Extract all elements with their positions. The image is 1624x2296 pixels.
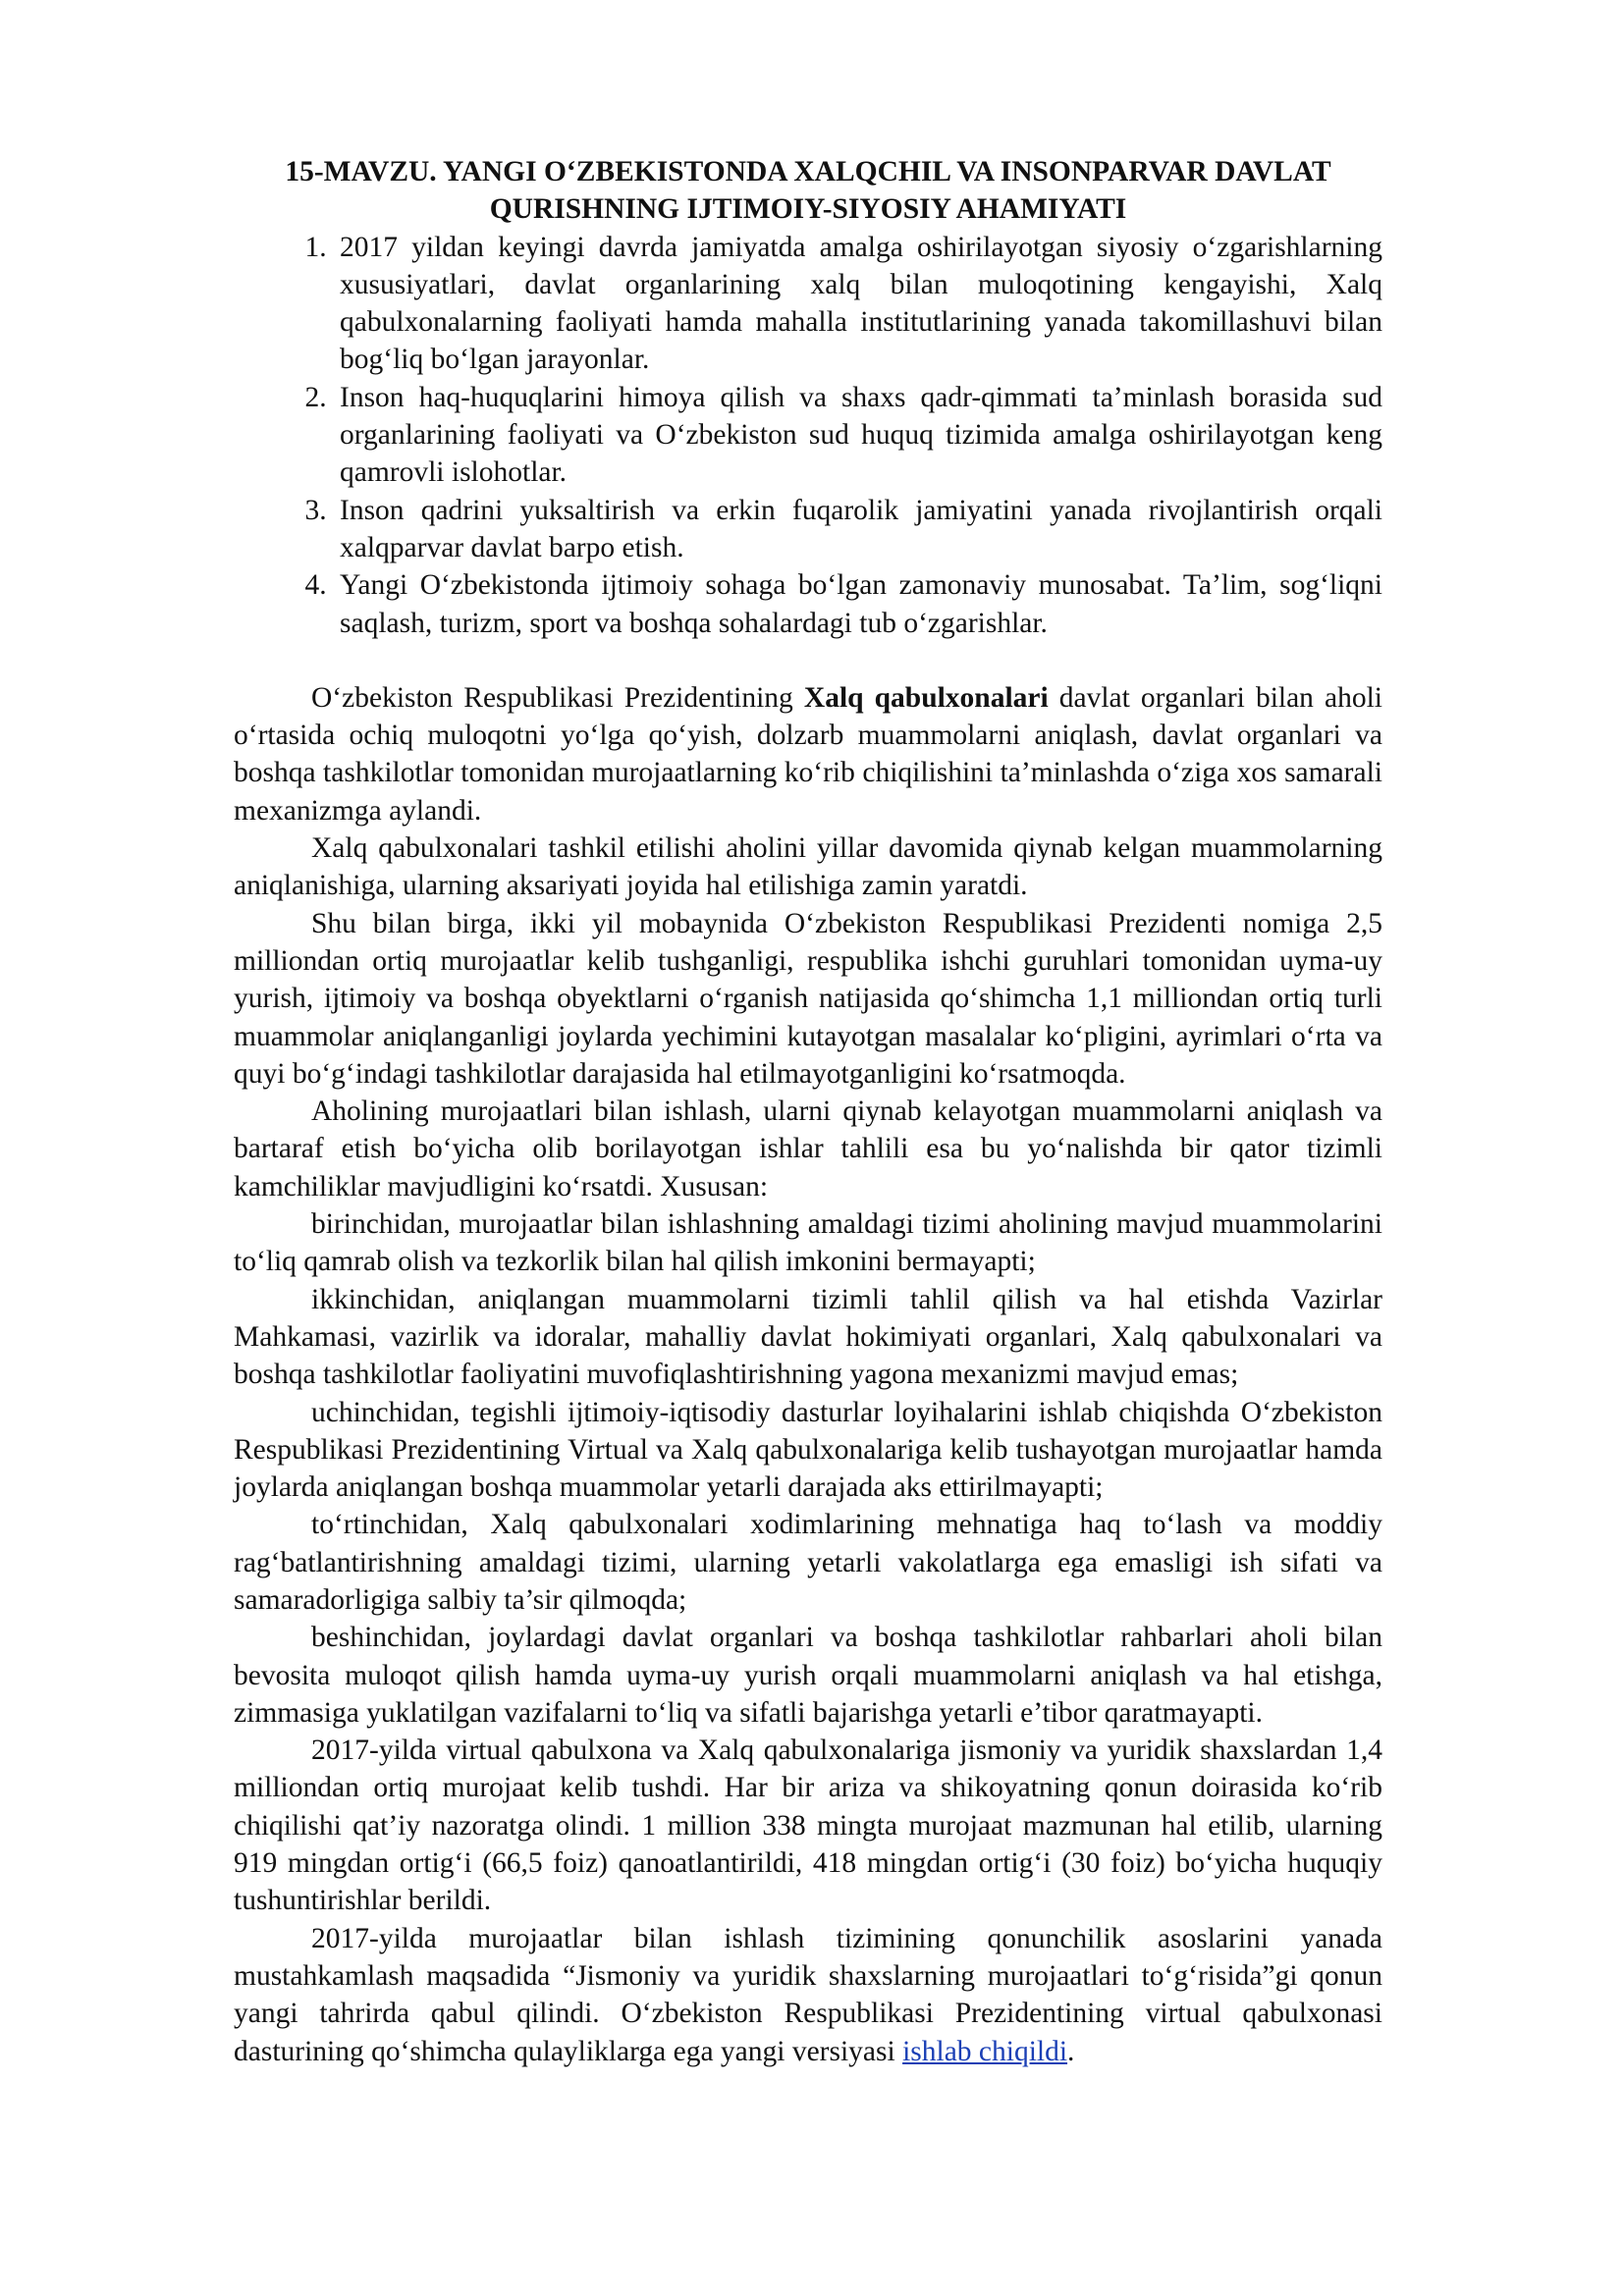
last-paragraph-end: . (1067, 2035, 1075, 2067)
topic-item-2: 2. Inson haq-huquqlarini himoya qilish va shaxs qadr-qimmati ta’minlash borasida sud organlarining faoliyati va O‘zbekiston sud huquq tizimida amalga oshirilayotgan keng qamrovli islohotlar. (334, 379, 1382, 492)
paragraph: to‘rtinchidan, Xalq qabulxonalari xodimlarining mehnatiga haq to‘lash va moddiy rag‘batlantirishning amaldagi tizimi, ularning yetarli vakolatlarga ega emasligi ish sifati va samaradorligiga salbiy ta’sir qilmoqda; (234, 1509, 1382, 1616)
intro-paragraph (234, 679, 1382, 829)
last-paragraph-text: 2017-yilda murojaatlar bilan ishlash tizimining qonunchilik asoslarini yanada mustahkamlash maqsadida “Jismoniy va yuridik shaxslarning murojaatlari to‘g‘risida”gi qonun yangi tahrirda qabul qilindi. O‘zbekiston Respublikasi Prezidentining virtual qabulxonasi dasturining qo‘shimcha qulayliklarga ega yangi versiyasi (234, 1922, 1382, 2067)
intro-text-before: O‘zbekiston Respublikasi Prezidentining (311, 681, 804, 714)
intro-bold-term: Xalq qabulxonalari (803, 681, 1049, 714)
topic-item-3: 3. Inson qadrini yuksaltirish va erkin fuqarolik jamiyatini yanada rivojlantirish orqali xalqparvar davlat barpo etish. (334, 492, 1382, 567)
paragraph: uchinchidan, tegishli ijtimoiy-iqtisodiy dasturlar loyihalarini ishlab chiqishda O‘zbekiston Respublikasi Prezidentining Virtual va Xalq qabulxonalariga kelib tushayotgan murojaatlar hamda joylarda aniqlangan boshqa muammolar yetarli darajada aks ettirilmayapti; (234, 1396, 1382, 1504)
topic-item-1: 1. 2017 yildan keyingi davrda jamiyatda amalga oshirilayotgan siyosiy o‘zgarishlarning xususiyatlari, davlat organlarining xalq bilan muloqotining kengayishi, Xalq qabulxonalarning faoliyati hamda mahalla institutlarining yanada takomillashuvi bilan bog‘liq bo‘lgan jarayonlar. (334, 229, 1382, 379)
paragraph: Shu bilan birga, ikki yil mobaynida O‘zbekiston Respublikasi Prezidenti nomiga 2,5 milliondan ortiq murojaatlar kelib tushganligi, respublika ishchi guruhlari tomonidan uyma-uy yurish, ijtimoiy va boshqa obyektlarni o‘rganish natijasida qo‘shimcha 1,1 milliondan ortiq turli muammolar aniqlanganligi joylarda yechimini kutayotgan masalalar ko‘pligini, ayrimlari o‘rta va quyi bo‘g‘indagi tashkilotlar darajasida hal etilmayotganligini ko‘rsatmoqda. (234, 907, 1382, 1090)
document-page (234, 153, 1382, 2070)
ishlab-chiqildi-link[interactable]: ishlab chiqildi (902, 2035, 1068, 2067)
paragraph: ikkinchidan, aniqlangan muammolarni tizimli tahlil qilish va hal etishda Vazirlar Mahkamasi, vazirlik va idoralar, mahalliy davlat hokimiyati organlari, Xalq qabulxonalari va boshqa tashkilotlar faoliyatini muvofiqlashtirishning yagona mexanizmi mavjud emas; (234, 1283, 1382, 1391)
topic-list (234, 229, 1382, 642)
topic-item-4: 4. Yangi O‘zbekistonda ijtimoiy sohaga bo‘lgan zamonaviy munosabat. Ta’lim, sog‘liqni saqlash, turizm, sport va boshqa sohalardagi tub o‘zgarishlar. (334, 566, 1382, 642)
paragraph: birinchidan, murojaatlar bilan ishlashning amaldagi tizimi aholining mavjud muammolarini to‘liq qamrab olish va tezkorlik bilan hal qilish imkonini bermayapti; (234, 1208, 1382, 1278)
document-title (234, 153, 1382, 229)
intro-text-after: davlat organlari bilan aholi o‘rtasida ochiq muloqotni yo‘lga qo‘yish, dolzarb muammolarni aniqlash, davlat organlari va boshqa tashkilotlar tomonidan murojaatlarning ko‘rib chiqilishini ta’minlashda o‘ziga xos samarali mexanizmga aylandi. (234, 681, 1382, 827)
paragraph: Xalq qabulxonalari tashkil etilishi aholini yillar davomida qiynab kelgan muammolarning aniqlanishiga, ularning aksariyati joyida hal etilishiga zamin yaratdi. (234, 832, 1382, 902)
last-paragraph (234, 1920, 1382, 2070)
paragraph: 2017-yilda virtual qabulxona va Xalq qabulxonalariga jismoniy va yuridik shaxslardan 1,4 milliondan ortiq murojaat kelib tushdi. Har bir ariza va shikoyatning qonun doirasida ko‘rib chiqilishi qat’iy nazoratga olindi. 1 million 338 mingta murojaat mazmunan hal etilib, ularning 919 mingdan ortig‘i (66,5 foiz) qanoatlantirildi, 418 mingdan ortig‘i (30 foiz) bo‘yicha huquqiy tushuntirishlar berildi. (234, 1735, 1382, 1917)
title-line-2: QURISHNING IJTIMOIY-SIYOSIY AHAMIYATI (489, 193, 1127, 226)
paragraph: beshinchidan, joylardagi davlat organlari va boshqa tashkilotlar rahbarlari aholi bilan bevosita muloqot qilish hamda uyma-uy yurish orqali muammolarni aniqlash va hal etishga, zimmasiga yuklatilgan vazifalarni to‘liq va sifatli bajarishga yetarli e’tibor qaratmayapti. (234, 1622, 1382, 1729)
section-spacer (234, 642, 1382, 679)
paragraph: Aholining murojaatlari bilan ishlash, ularni qiynab kelayotgan muammolarni aniqlash va bartaraf etish bo‘yicha olib borilayotgan ishlar tahlili esa bu yo‘nalishda bir qator tizimli kamchiliklar mavjudligini ko‘rsatdi. Xususan: (234, 1095, 1382, 1202)
title-line-1: 15-MAVZU. YANGI O‘ZBEKISTONDA XALQCHIL VA INSONPARVAR DAVLAT (285, 156, 1331, 187)
